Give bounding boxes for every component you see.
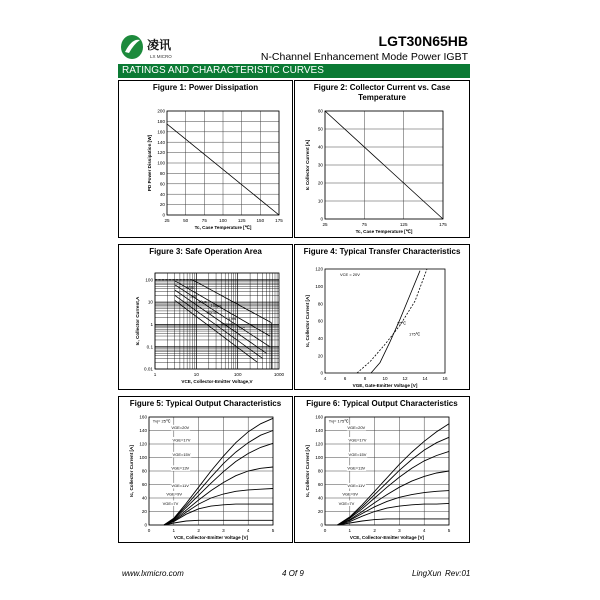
- x-tick-label: 4: [246, 528, 250, 533]
- y-tick-label: 0: [320, 370, 323, 376]
- y-tick-label: 100: [139, 455, 147, 461]
- x-tick-label: 0: [147, 528, 151, 533]
- x-axis-label: VCE, Collector-Emitter Voltage [V]: [349, 535, 425, 540]
- y-tick-label: 10: [317, 198, 323, 204]
- annotation-label: VGE=17V: [348, 437, 367, 443]
- annotation-label: 25℃: [397, 320, 406, 326]
- x-tick-label: 2: [197, 528, 200, 533]
- annotation-label: VGE=9V: [166, 491, 183, 497]
- x-tick-label: 10: [382, 376, 388, 381]
- x-axis-label: VCE, Collector-Emitter Voltage,V: [181, 379, 253, 384]
- y-tick-label: 20: [317, 353, 323, 359]
- series-line-1: [371, 271, 420, 373]
- annotation-label: 175℃: [409, 331, 421, 337]
- company-logo: [120, 34, 200, 60]
- annotation-label: 10ms: [206, 309, 217, 315]
- figure-6-title: Figure 6: Typical Output Characteristics: [306, 399, 458, 408]
- y-axis-label: Ic, Collector Current [A]: [305, 445, 310, 497]
- y-tick-label: 140: [157, 139, 165, 145]
- footer-rev: Rev:01: [445, 569, 471, 578]
- y-tick-label: 100: [145, 277, 153, 283]
- annotation-label: Vds: [187, 284, 195, 290]
- x-tick-label: 75: [201, 218, 207, 223]
- x-tick-label: 175: [275, 218, 283, 223]
- y-tick-label: 60: [317, 482, 323, 488]
- annotation-label: VGE=7V: [162, 500, 179, 506]
- device-subtitle: N-Channel Enhancement Mode Power IGBT: [260, 51, 468, 63]
- figure-3-chart: [119, 245, 294, 391]
- annotation-label: VGE=15V: [348, 452, 367, 458]
- footer-page: 4 Of 9: [282, 569, 304, 578]
- y-tick-label: 1: [150, 321, 153, 327]
- x-tick-label: 3: [398, 528, 401, 533]
- annotation-label: Tvj= 175℃: [328, 418, 349, 424]
- annotation-label: VGE=11V: [171, 483, 189, 489]
- y-tick-label: 60: [159, 181, 165, 187]
- y-tick-label: 80: [159, 171, 165, 176]
- y-tick-label: 0: [144, 522, 147, 528]
- x-tick-label: 10: [193, 372, 199, 377]
- figure-5-chart: [119, 397, 294, 544]
- figure-2-chart: [295, 81, 471, 239]
- x-axis-label: VCE, Collector-Emitter Voltage [V]: [173, 535, 249, 540]
- leaf-icon: [121, 35, 143, 59]
- y-tick-label: 50: [317, 126, 323, 132]
- y-tick-label: 20: [141, 509, 147, 515]
- x-tick-label: 12: [402, 376, 408, 381]
- y-tick-label: 0.01: [144, 366, 153, 372]
- x-tick-label: 5: [271, 528, 275, 533]
- y-axis-label: Ic Collector Current [A]: [305, 139, 310, 191]
- y-tick-label: 40: [317, 335, 323, 341]
- y-tick-label: 20: [159, 202, 165, 208]
- x-axis-label: VGE, Gate-Emitter Voltage [V]: [352, 383, 418, 388]
- x-tick-label: 75: [361, 222, 367, 227]
- y-tick-label: 160: [315, 414, 323, 420]
- footer-company: LingXun: [412, 569, 442, 578]
- y-tick-label: 10: [147, 299, 153, 305]
- x-tick-label: 2: [373, 528, 376, 533]
- figure-5-title: Figure 5: Typical Output Characteristics: [129, 399, 282, 408]
- x-tick-label: 14: [422, 376, 428, 381]
- annotation-label: VCE = 20V: [340, 271, 360, 277]
- annotation-label: 1ms: [228, 315, 237, 321]
- annotation-label: VGE=17V: [172, 437, 191, 443]
- plot-frame: [155, 273, 279, 369]
- y-tick-label: 0: [162, 212, 165, 218]
- y-tick-label: 60: [317, 108, 323, 114]
- x-tick-label: 175: [439, 222, 447, 227]
- annotation-label: VGE=20V: [347, 425, 366, 431]
- y-tick-label: 140: [139, 428, 147, 434]
- x-tick-label: 25: [164, 218, 170, 223]
- figure-1-title: Figure 1: Power Dissipation: [152, 83, 259, 92]
- y-tick-label: 0.1: [146, 344, 153, 350]
- figure-1-panel: [118, 80, 293, 238]
- y-tick-label: 60: [317, 318, 323, 324]
- y-tick-label: 30: [317, 162, 323, 168]
- x-tick-label: 8: [363, 376, 367, 381]
- annotation-label: VGE=13V: [171, 465, 190, 471]
- y-tick-label: 40: [159, 191, 165, 197]
- x-tick-label: 0: [323, 528, 327, 533]
- y-tick-label: 40: [317, 495, 323, 501]
- series-line-7: [164, 520, 273, 525]
- section-banner: RATINGS AND CHARACTERISTIC CURVES: [118, 64, 470, 78]
- footer-website[interactable]: www.lxmicro.com: [122, 569, 184, 578]
- x-tick-label: 1: [348, 528, 352, 533]
- y-tick-label: 160: [139, 414, 147, 420]
- y-tick-label: 100: [315, 455, 323, 461]
- y-tick-label: 0: [320, 522, 323, 528]
- figure-6-chart: [295, 397, 471, 544]
- logo-chinese: 凌讯: [147, 38, 172, 52]
- y-tick-label: 80: [141, 468, 147, 474]
- y-tick-label: 60: [141, 482, 147, 488]
- x-tick-label: 1: [172, 528, 176, 533]
- y-tick-label: 160: [157, 129, 165, 135]
- plot-frame: [325, 269, 445, 373]
- y-tick-label: 80: [317, 301, 323, 307]
- figure-4-panel: [294, 244, 470, 390]
- x-tick-label: 125: [237, 218, 246, 223]
- y-axis-label: PD Power Dissipation [W]: [147, 134, 152, 192]
- series-line-2: [337, 437, 449, 525]
- x-tick-label: 100: [233, 372, 242, 377]
- y-tick-label: 180: [157, 119, 165, 124]
- figure-6-panel: [294, 396, 470, 543]
- x-tick-label: 5: [447, 528, 451, 533]
- annotation-label: Tvj= 25℃: [152, 418, 171, 424]
- x-tick-label: 1000: [273, 372, 285, 377]
- x-tick-label: 4: [323, 376, 327, 381]
- figure-2-panel: [294, 80, 470, 238]
- figure-4-chart: [295, 245, 471, 391]
- x-axis-label: Tc, Case Temperature [℃]: [355, 229, 413, 234]
- figure-2-title: Figure 2: Collector Current vs. Case Temperature: [313, 83, 451, 102]
- x-tick-label: 6: [343, 376, 347, 381]
- figure-3-title: Figure 3: Safe Operation Area: [149, 247, 262, 256]
- figure-4-title: Figure 4: Typical Transfer Characteristics: [303, 247, 461, 256]
- x-tick-label: 16: [442, 376, 448, 381]
- x-tick-label: 100: [219, 218, 227, 223]
- x-tick-label: 150: [256, 218, 265, 223]
- y-tick-label: 40: [141, 495, 147, 501]
- x-tick-label: 25: [322, 222, 328, 227]
- x-tick-label: 1: [153, 372, 157, 377]
- x-axis-label: Tc, Case Temperature [℃]: [194, 225, 252, 230]
- y-axis-label: Ic, Collector Current [A]: [129, 445, 134, 497]
- y-tick-label: 100: [157, 160, 165, 166]
- y-tick-label: 20: [317, 509, 323, 515]
- part-number: LGT30N65HB: [378, 33, 468, 49]
- annotation-label: VGE=15V: [172, 452, 191, 458]
- y-tick-label: 120: [139, 441, 147, 447]
- x-tick-label: 3: [222, 528, 225, 533]
- y-axis-label: Ic, Collector Current,A: [135, 296, 140, 346]
- annotation-label: VGE=11V: [347, 483, 365, 489]
- x-tick-label: 4: [422, 528, 426, 533]
- annotation-label: VGE=20V: [171, 425, 190, 431]
- figure-1-chart: [119, 81, 294, 239]
- annotation-label: VGE=9V: [342, 491, 359, 497]
- annotation-label: 10μs: [198, 299, 207, 305]
- x-tick-label: 50: [183, 218, 189, 223]
- annotation-label: 100μs: [210, 302, 222, 308]
- y-tick-label: 140: [315, 428, 323, 434]
- annotation-label: 1μs: [189, 293, 197, 299]
- y-tick-label: 20: [317, 180, 323, 186]
- figure-5-panel: [118, 396, 293, 543]
- annotation-label: VGE=13V: [347, 465, 366, 471]
- figure-3-panel: [118, 244, 293, 390]
- annotation-label: VGE=7V: [338, 500, 355, 506]
- y-tick-label: 120: [315, 266, 323, 272]
- annotation-label: 100ms: [221, 321, 234, 327]
- y-axis-label: Ic, Collector Current [A]: [305, 295, 310, 347]
- logo-english: LX MICRO: [150, 54, 172, 59]
- y-tick-label: 200: [157, 108, 165, 114]
- y-tick-label: 120: [315, 441, 323, 447]
- y-tick-label: 120: [157, 150, 165, 156]
- x-tick-label: 125: [399, 222, 408, 227]
- annotation-label: DC: [239, 325, 246, 331]
- y-tick-label: 100: [315, 283, 323, 289]
- series-line-2: [357, 269, 427, 373]
- y-tick-label: 80: [317, 468, 323, 474]
- y-tick-label: 0: [320, 216, 323, 222]
- y-tick-label: 40: [317, 144, 323, 150]
- series-line-1: [164, 418, 273, 525]
